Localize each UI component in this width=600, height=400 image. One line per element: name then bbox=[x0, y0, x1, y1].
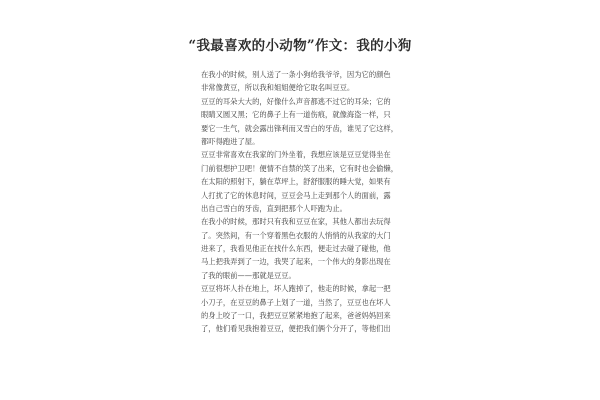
text-line: 豆豆非常喜欢在我家的门外坐着，我想应该是豆豆觉得坐在 bbox=[201, 150, 391, 160]
essay-body bbox=[201, 68, 405, 336]
text-line: 在太阳的照射下，躺在草坪上，舒舒服服的睡大觉，如果有 bbox=[201, 177, 391, 187]
text-line: 了我的眼前——那就是豆豆。 bbox=[201, 270, 296, 280]
text-line: 在我小的时候，别人送了一条小狗给我爷爷，因为它的颜色 bbox=[201, 70, 391, 79]
text-line: 非常像黄豆，所以我和姐姐便给它取名叫豆豆。 bbox=[201, 83, 355, 93]
text-line: 在我小的时候，那时只有我和豆豆在家，其他人都出去玩得 bbox=[201, 217, 391, 227]
text-line: 了，他们看见我抱着豆豆，便把我们俩个分开了，等他们出 bbox=[201, 324, 391, 334]
page-title: “我最喜欢的小动物”作文：我的小狗 bbox=[188, 38, 412, 54]
text-line: 都吓得跑进了屋。 bbox=[201, 136, 260, 146]
text-line: 眼睛又圆又黑；它的鼻子上有一道伤痕，就像海盗一样，只 bbox=[201, 110, 391, 120]
text-line: 了。突然间，有一个穿着黑色衣服的人悄悄的从我家的大门 bbox=[201, 230, 391, 240]
text-line: 豆豆将坏人扑在地上，坏人跑掉了，他走的时候，拿起一把 bbox=[201, 284, 391, 294]
text-line: 出自己雪白的牙齿，直到把那个人吓跑为止。 bbox=[201, 203, 347, 213]
text-line: 进来了，我看见他正在找什么东西，便走过去碰了碰他，他 bbox=[201, 244, 391, 254]
text-line: 豆豆的耳朵大大的，好像什么声音都逃不过它的耳朵；它的 bbox=[201, 96, 391, 106]
text-line: 马上把我弄到了一边，我哭了起来，一个伟大的身影出现在 bbox=[201, 257, 391, 267]
text-line: 的身上咬了一口，我把豆豆紧紧地抱了起来，爸爸妈妈回来 bbox=[201, 311, 391, 321]
text-line: 要它一生气，就会露出锋利而又雪白的牙齿，谁见了它这样， bbox=[201, 123, 399, 133]
text-line: 小刀子，在豆豆的鼻子上划了一道，当然了，豆豆也在坏人 bbox=[201, 297, 391, 307]
text-line: 门前很想护卫吧！便情不自禁的笑了出来，它有时也会偷懒， bbox=[201, 163, 399, 173]
text-line: 人打扰了它的休息时间，豆豆会马上走到那个人的面前，露 bbox=[201, 190, 391, 200]
